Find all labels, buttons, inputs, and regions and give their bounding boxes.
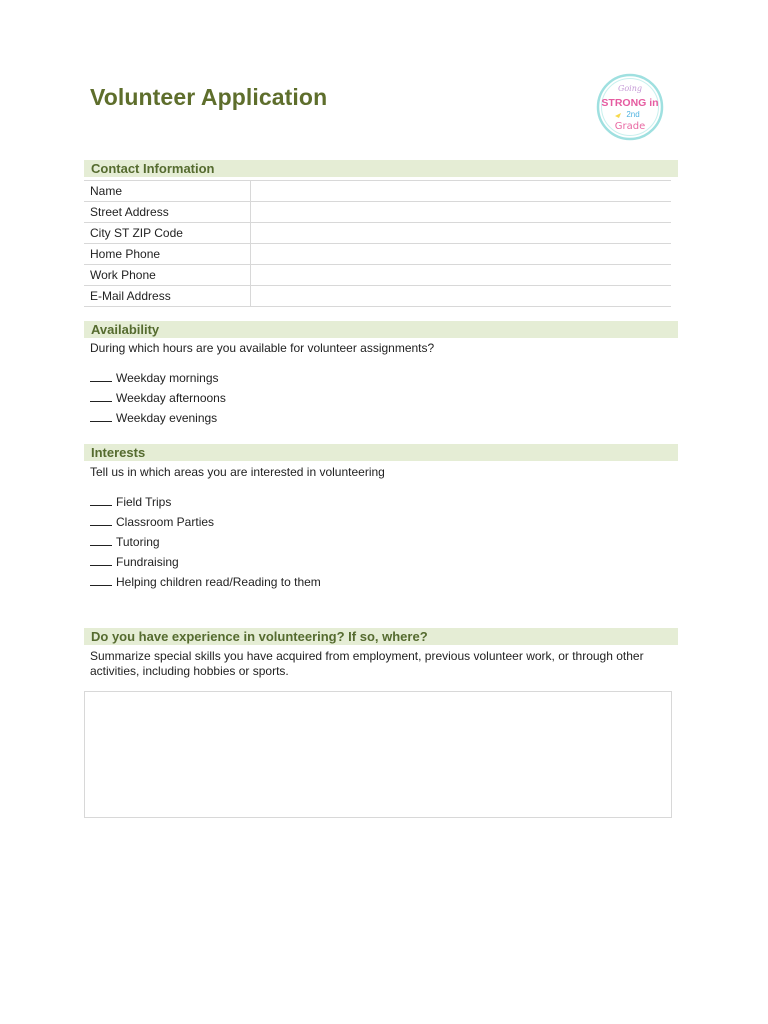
- checkbox-blank[interactable]: [90, 555, 112, 566]
- email-field[interactable]: [251, 286, 672, 307]
- street-address-label: Street Address: [84, 202, 251, 223]
- checkbox-blank[interactable]: [90, 535, 112, 546]
- table-row: [84, 223, 671, 244]
- table-row: [84, 265, 671, 286]
- interest-option[interactable]: Fundraising: [90, 555, 179, 570]
- email-label: E-Mail Address: [84, 286, 251, 307]
- svg-text:Going: Going: [617, 84, 643, 93]
- svg-text:2nd: 2nd: [626, 110, 640, 119]
- table-row: [84, 244, 671, 265]
- experience-prompt-line1: Summarize special skills you have acquired from employment, previous volunteer work, or through other: [90, 649, 644, 663]
- checkbox-blank[interactable]: [90, 575, 112, 586]
- contact-table: [84, 180, 671, 307]
- availability-option[interactable]: Weekday mornings: [90, 371, 219, 386]
- table-row: [84, 181, 671, 202]
- interests-heading: Interests: [91, 445, 146, 460]
- availability-section-bar: [84, 321, 678, 338]
- city-zip-field[interactable]: [251, 223, 672, 244]
- checkbox-blank[interactable]: [90, 495, 112, 506]
- experience-prompt-line2: activities, including hobbies or sports.: [90, 664, 289, 678]
- work-phone-field[interactable]: [251, 265, 672, 286]
- table-row: [84, 286, 671, 307]
- availability-option[interactable]: Weekday afternoons: [90, 391, 226, 406]
- page-title: Volunteer Application: [90, 84, 328, 110]
- interest-option[interactable]: Helping children read/Reading to them: [90, 575, 321, 590]
- availability-prompt: During which hours are you available for volunteer assignments?: [90, 341, 435, 355]
- work-phone-label: Work Phone: [84, 265, 251, 286]
- interests-prompt: Tell us in which areas you are interested in volunteering: [90, 465, 385, 479]
- interest-option[interactable]: Tutoring: [90, 535, 160, 550]
- interest-option[interactable]: Field Trips: [90, 495, 171, 510]
- contact-heading: Contact Information: [91, 161, 215, 176]
- street-address-field[interactable]: [251, 202, 672, 223]
- availability-option[interactable]: Weekday evenings: [90, 411, 217, 426]
- interests-section-bar: [84, 444, 678, 461]
- svg-text:Grade: Grade: [614, 121, 646, 132]
- table-row: [84, 202, 671, 223]
- home-phone-field[interactable]: [251, 244, 672, 265]
- logo: [595, 72, 665, 142]
- checkbox-blank[interactable]: [90, 391, 112, 402]
- experience-summary-box[interactable]: [84, 691, 672, 818]
- availability-heading: Availability: [91, 322, 160, 337]
- checkbox-blank[interactable]: [90, 371, 112, 382]
- city-zip-label: City ST ZIP Code: [84, 223, 251, 244]
- experience-heading: Do you have experience in volunteering? If so, where?: [91, 629, 428, 644]
- checkbox-blank[interactable]: [90, 411, 112, 422]
- svg-text:STRONG in: STRONG in: [601, 97, 659, 109]
- checkbox-blank[interactable]: [90, 515, 112, 526]
- name-label: Name: [84, 181, 251, 202]
- name-field[interactable]: [251, 181, 672, 202]
- home-phone-label: Home Phone: [84, 244, 251, 265]
- interest-option[interactable]: Classroom Parties: [90, 515, 214, 530]
